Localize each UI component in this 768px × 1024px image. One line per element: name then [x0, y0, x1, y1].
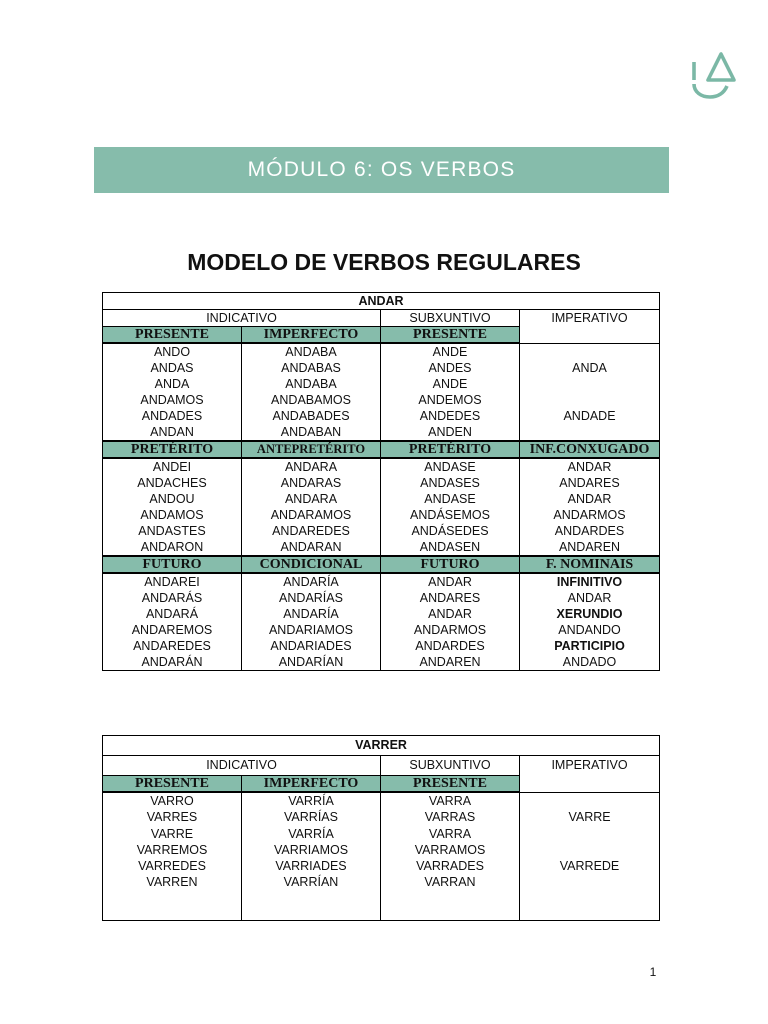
tense-header: FUTURO — [381, 556, 520, 573]
conjugation-row — [103, 343, 660, 360]
conjugation-cell: ANDANDO — [520, 622, 660, 638]
conjugation-cell: VARRE — [103, 826, 242, 842]
conjugation-cell: ANDADES — [103, 408, 242, 424]
conjugation-cell: ANDAMOS — [103, 507, 242, 523]
conjugation-row — [103, 842, 660, 858]
conjugation-cell: ANDADO — [520, 654, 660, 671]
conjugation-cell: VARRE — [520, 809, 660, 825]
module-title: MÓDULO 6: OS VERBOS — [247, 158, 516, 181]
conjugation-cell: ANDEI — [103, 458, 242, 475]
conjugation-cell: VARRO — [103, 792, 242, 809]
conjugation-cell: ANDADE — [520, 408, 660, 424]
tense-header: INF.CONXUGADO — [520, 441, 660, 458]
conjugation-cell: ANDARAN — [242, 539, 381, 556]
page-number: 1 — [649, 965, 657, 979]
mood-row — [103, 310, 660, 327]
conjugation-row — [103, 606, 660, 622]
conjugation-row — [103, 360, 660, 376]
conjugation-cell: VARREDES — [103, 858, 242, 874]
conjugation-row — [103, 424, 660, 441]
empty-cell — [381, 891, 520, 921]
conjugation-cell: ANDARAS — [242, 475, 381, 491]
conjugation-cell: ANDARÍAN — [242, 654, 381, 671]
conjugation-cell: VARREMOS — [103, 842, 242, 858]
conjugation-cell: ANDABAN — [242, 424, 381, 441]
conjugation-row — [103, 638, 660, 654]
verb-title: VARRER — [103, 736, 660, 756]
conjugation-row — [103, 392, 660, 408]
conjugation-row — [103, 539, 660, 556]
conjugation-cell: ANDABA — [242, 376, 381, 392]
conjugation-cell: ANDARMOS — [381, 622, 520, 638]
conjugation-cell: ANDARIADES — [242, 638, 381, 654]
conjugation-cell: VARRIADES — [242, 858, 381, 874]
mood-header-subxuntivo: SUBXUNTIVO — [381, 310, 520, 327]
logo-icon — [686, 50, 738, 102]
tense-header: PRESENTE — [103, 776, 242, 793]
conjugation-cell: ANDAN — [103, 424, 242, 441]
verb-title: ANDAR — [103, 293, 660, 310]
table-body — [103, 293, 660, 671]
conjugation-cell: ANDE — [381, 376, 520, 392]
conjugation-cell — [520, 874, 660, 890]
conjugation-cell: ANDAR — [520, 458, 660, 475]
conjugation-cell: ANDARÍA — [242, 606, 381, 622]
conjugation-cell: ANDARÍA — [242, 573, 381, 590]
filler-row — [103, 891, 660, 921]
conjugation-cell: VARRADES — [381, 858, 520, 874]
conjugation-cell: XERUNDIO — [520, 606, 660, 622]
conjugation-cell: ANDARES — [381, 590, 520, 606]
conjugation-cell — [520, 842, 660, 858]
conjugation-cell: ANDA — [103, 376, 242, 392]
tense-header-row — [103, 441, 660, 458]
conjugation-cell: VARRAN — [381, 874, 520, 890]
mood-header-imperativo: IMPERATIVO — [520, 310, 660, 344]
conjugation-cell: ANDARÁS — [103, 590, 242, 606]
verb-title-row — [103, 293, 660, 310]
conjugation-row — [103, 507, 660, 523]
table-body — [103, 736, 660, 921]
conjugation-cell: ANDASE — [381, 491, 520, 507]
conjugation-cell: ANDAREMOS — [103, 622, 242, 638]
conjugation-cell: VARREN — [103, 874, 242, 890]
conjugation-row — [103, 475, 660, 491]
conjugation-cell: ANDABA — [242, 343, 381, 360]
tense-header: PRETÉRITO — [103, 441, 242, 458]
conjugation-cell: ANDEMOS — [381, 392, 520, 408]
conjugation-cell — [520, 792, 660, 809]
conjugation-cell: ANDAREDES — [242, 523, 381, 539]
conjugation-cell: ANDARA — [242, 458, 381, 475]
mood-header-indicativo: INDICATIVO — [103, 310, 381, 327]
module-banner — [94, 147, 669, 193]
conjugation-row — [103, 809, 660, 825]
conjugation-cell: VARRAMOS — [381, 842, 520, 858]
conjugation-cell: ANDABAS — [242, 360, 381, 376]
tense-header: ANTEPRETÉRITO — [242, 441, 381, 458]
conjugation-row — [103, 458, 660, 475]
conjugation-cell: INFINITIVO — [520, 573, 660, 590]
conjugation-row — [103, 523, 660, 539]
logo-graphic — [686, 50, 738, 102]
conjugation-cell: ANDAS — [103, 360, 242, 376]
mood-row — [103, 756, 660, 776]
conjugation-cell: VARRES — [103, 809, 242, 825]
conjugation-cell: PARTICIPIO — [520, 638, 660, 654]
tense-header: PRETÉRITO — [381, 441, 520, 458]
conjugation-row — [103, 491, 660, 507]
conjugation-cell: ANDARDES — [520, 523, 660, 539]
conjugation-row — [103, 622, 660, 638]
conjugation-row — [103, 874, 660, 890]
tense-header: PRESENTE — [381, 327, 520, 344]
tense-header: IMPERFECTO — [242, 327, 381, 344]
conjugation-cell: ANDAREN — [520, 539, 660, 556]
conjugation-row — [103, 826, 660, 842]
verb-title-row — [103, 736, 660, 756]
conjugation-cell: VARRÍA — [242, 792, 381, 809]
conjugation-table-andar — [102, 292, 660, 671]
conjugation-cell: ANDARIAMOS — [242, 622, 381, 638]
conjugation-cell: VARRÍAN — [242, 874, 381, 890]
conjugation-row — [103, 573, 660, 590]
conjugation-cell: VARRA — [381, 826, 520, 842]
tense-header: PRESENTE — [103, 327, 242, 344]
tense-header: IMPERFECTO — [242, 776, 381, 793]
conjugation-cell: ANDAR — [381, 606, 520, 622]
conjugation-cell: ANDACHES — [103, 475, 242, 491]
mood-header-indicativo: INDICATIVO — [103, 756, 381, 776]
conjugation-cell: ANDASTES — [103, 523, 242, 539]
conjugation-cell: ANDABADES — [242, 408, 381, 424]
conjugation-cell: VARRAS — [381, 809, 520, 825]
conjugation-cell: ANDAMOS — [103, 392, 242, 408]
conjugation-cell: ANDAR — [381, 573, 520, 590]
conjugation-cell: ANDEN — [381, 424, 520, 441]
mood-header-imperativo: IMPERATIVO — [520, 756, 660, 793]
conjugation-cell: ANDARÁN — [103, 654, 242, 671]
conjugation-table-varrer — [102, 735, 660, 921]
page-heading: MODELO DE VERBOS REGULARES — [187, 249, 581, 275]
conjugation-row — [103, 858, 660, 874]
empty-cell — [520, 891, 660, 921]
conjugation-cell: ANDARÍAS — [242, 590, 381, 606]
conjugation-cell — [520, 392, 660, 408]
tense-header: F. NOMINAIS — [520, 556, 660, 573]
tense-header: PRESENTE — [381, 776, 520, 793]
conjugation-cell: ANDARON — [103, 539, 242, 556]
conjugation-cell: VARRÍA — [242, 826, 381, 842]
empty-cell — [242, 891, 381, 921]
conjugation-cell — [520, 376, 660, 392]
conjugation-cell: ANDARMOS — [520, 507, 660, 523]
logo-curve-stroke — [694, 84, 727, 97]
tense-header-row — [103, 556, 660, 573]
conjugation-cell: ANDABAMOS — [242, 392, 381, 408]
conjugation-row — [103, 792, 660, 809]
conjugation-cell: ANDAREN — [381, 654, 520, 671]
conjugation-cell: ANDASE — [381, 458, 520, 475]
logo-triangle-stroke — [708, 54, 734, 80]
conjugation-cell: ANDÁSEDES — [381, 523, 520, 539]
conjugation-cell: ANDARÁ — [103, 606, 242, 622]
conjugation-cell: ANDAR — [520, 590, 660, 606]
empty-cell — [103, 891, 242, 921]
tense-header: FUTURO — [103, 556, 242, 573]
conjugation-row — [103, 376, 660, 392]
conjugation-cell: ANDASES — [381, 475, 520, 491]
conjugation-cell: ANDÁSEMOS — [381, 507, 520, 523]
conjugation-cell: ANDEDES — [381, 408, 520, 424]
conjugation-cell — [520, 424, 660, 441]
conjugation-cell: ANDA — [520, 360, 660, 376]
conjugation-cell — [520, 826, 660, 842]
conjugation-cell: ANDES — [381, 360, 520, 376]
conjugation-cell: ANDO — [103, 343, 242, 360]
conjugation-row — [103, 590, 660, 606]
conjugation-cell: VARREDE — [520, 858, 660, 874]
conjugation-cell: ANDARES — [520, 475, 660, 491]
conjugation-cell: ANDAREI — [103, 573, 242, 590]
conjugation-cell: ANDARAMOS — [242, 507, 381, 523]
conjugation-cell: ANDARDES — [381, 638, 520, 654]
conjugation-cell: VARRA — [381, 792, 520, 809]
tense-header: CONDICIONAL — [242, 556, 381, 573]
conjugation-cell: ANDASEN — [381, 539, 520, 556]
conjugation-cell: ANDAR — [520, 491, 660, 507]
conjugation-cell: VARRÍAS — [242, 809, 381, 825]
conjugation-cell — [520, 343, 660, 360]
conjugation-cell: ANDARA — [242, 491, 381, 507]
conjugation-cell: ANDOU — [103, 491, 242, 507]
conjugation-row — [103, 408, 660, 424]
conjugation-cell: ANDE — [381, 343, 520, 360]
conjugation-cell: ANDAREDES — [103, 638, 242, 654]
conjugation-row — [103, 654, 660, 671]
mood-header-subxuntivo: SUBXUNTIVO — [381, 756, 520, 776]
conjugation-cell: VARRIAMOS — [242, 842, 381, 858]
